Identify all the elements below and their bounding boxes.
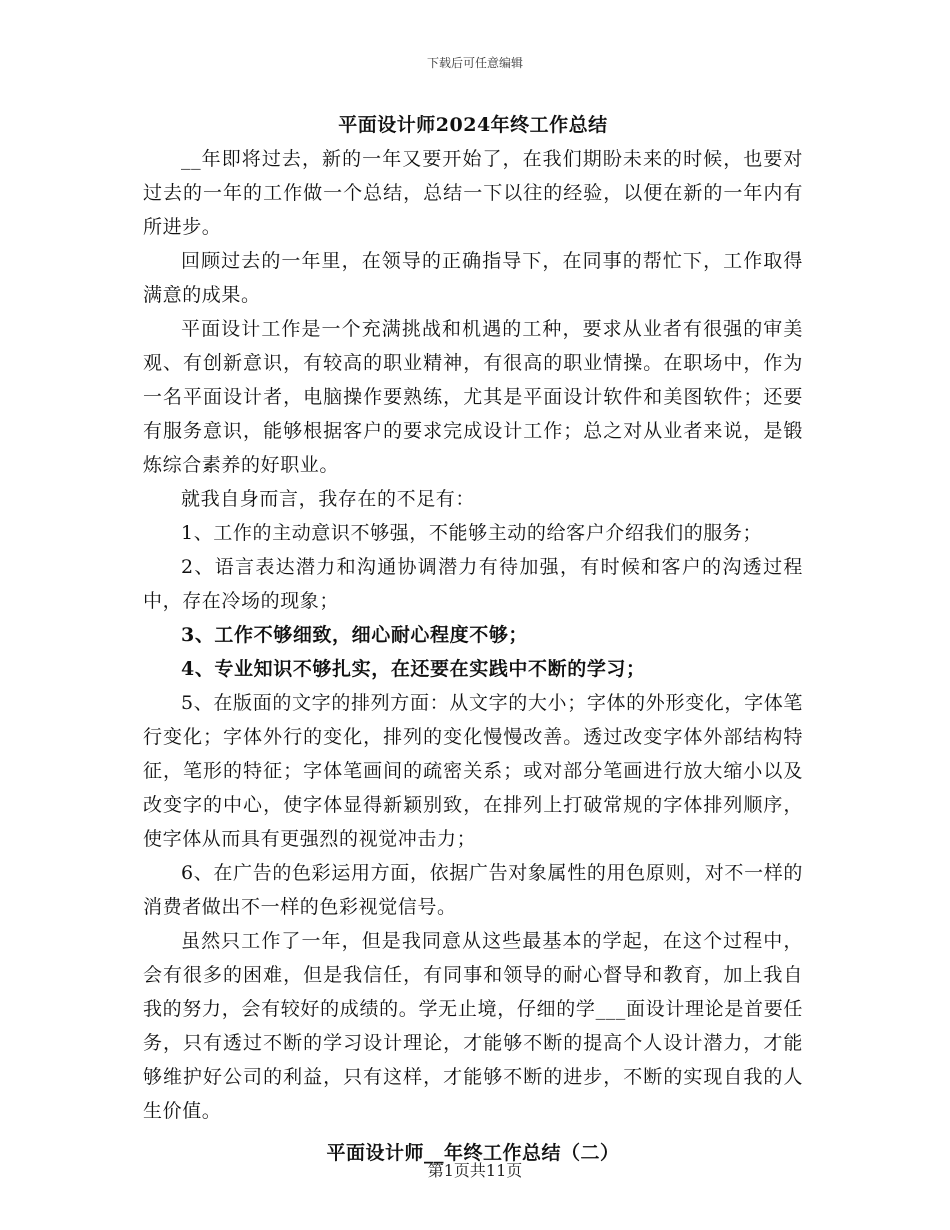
paragraph-intro: __年即将过去，新的一年又要开始了，在我们期盼未来的时候，也要对过去的一年的工作做一个总结，总结一下以往的经验，以便在新的一年内有所进步。: [143, 148, 803, 238]
paragraph-conclusion: 虽然只工作了一年，但是我同意从这些最基本的学起，在这个过程中，会有很多的困难，但是我信任，有同事和领导的耐心督导和教育，加上我自我的努力，会有较好的成绩的。学无止境，仔细的学___面设计理论是首要任务，只有透过不断的学习设计理论，才能够不断的提高个人设计潜力，才能够维护好公司的利益，只有这样，才能够不断的进步，不断的实现自我的人生价值。: [143, 930, 803, 1122]
list-item-5: 5、在版面的文字的排列方面：从文字的大小；字体的外形变化，字体笔行变化；字体外行的变化，排列的变化慢慢改善。透过改变字体外部结构特征，笔形的特征；字体笔画间的疏密关系；或对部分笔画进行放大缩小以及改变字的中心，使字体显得新颖别致，在排列上打破常规的字体排列顺序，使字体从而具有更强烈的视觉冲击力；: [143, 692, 803, 850]
list-item-1: 1、工作的主动意识不够强，不能够主动的给客户介绍我们的服务；: [181, 522, 763, 544]
paragraph-shortcomings-intro: 就我自身而言，我存在的不足有：: [181, 488, 476, 510]
paragraph-job-description: 平面设计工作是一个充满挑战和机遇的工种，要求从业者有很强的审美观、有创新意识，有较高的职业精神，有很高的职业情操。在职场中，作为一名平面设计者，电脑操作要熟练，尤其是平面设计软件和美图软件；还要有服务意识，能够根据客户的要求完成设计工作；总之对从业者来说，是锻炼综合素养的好职业。: [143, 318, 803, 476]
list-item-6: 6、在广告的色彩运用方面，依据广告对象属性的用色原则，对不一样的消费者做出不一样的色彩视觉信号。: [143, 862, 803, 918]
document-body: [143, 108, 803, 1170]
page-footer: 第1页共11页: [427, 1161, 523, 1180]
document-title: 平面设计师2024年终工作总结: [338, 114, 608, 136]
list-item-4: 4、专业知识不够扎实，在还要在实践中不断的学习；: [181, 658, 646, 680]
list-item-3: 3、工作不够细致，细心耐心程度不够；: [181, 624, 529, 646]
section-subtitle: 平面设计师__年终工作总结（二）: [326, 1142, 620, 1164]
list-item-2: 2、语言表达潜力和沟通协调潜力有待加强，有时候和客户的沟透过程中，存在冷场的现象；: [143, 556, 803, 612]
header-note: 下载后可任意编辑: [426, 56, 523, 70]
paragraph-review: 回顾过去的一年里，在领导的正确指导下，在同事的帮忙下，工作取得满意的成果。: [143, 250, 803, 306]
